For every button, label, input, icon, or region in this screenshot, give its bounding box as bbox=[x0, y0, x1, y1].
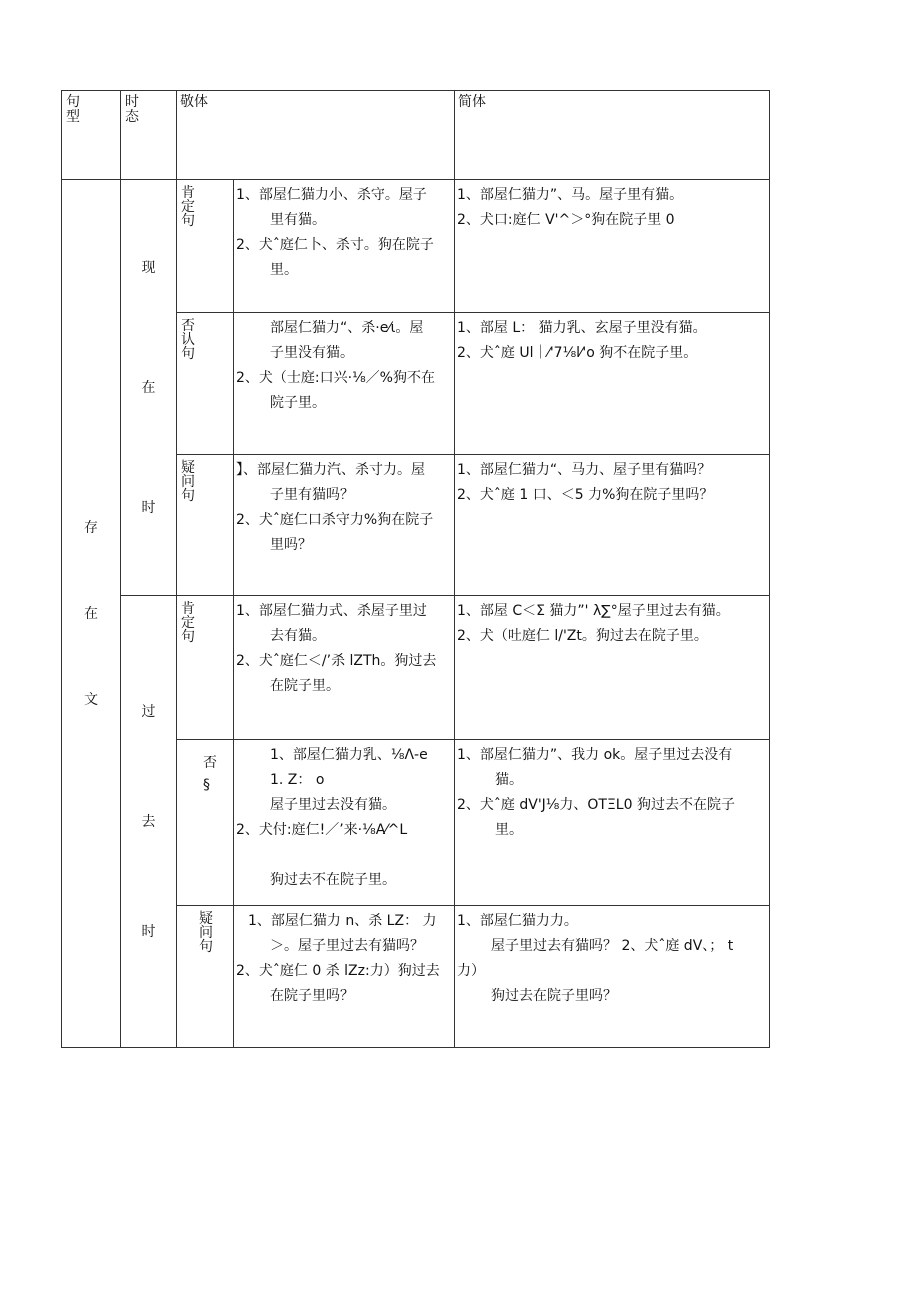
grammar-table bbox=[61, 90, 770, 1048]
plain-cell: 1、部屋仁猫力力。 屋子里过去有猫吗？ 2、犬ˆ庭 dV、； t 力） 狗过去在院子里吗？ bbox=[455, 906, 770, 1048]
sentence-type-label: 存 在 文 bbox=[62, 180, 121, 1048]
plain-cell: 1、部屋 C＜Σ 猫力”' λ∑°屋子里过去有猫。 2、犬（吐庭仁 l/'Zt。狗过去在院子里。 bbox=[455, 596, 770, 740]
header-polite: 敬体 bbox=[177, 91, 455, 180]
tense-present-label: 现 在 时 bbox=[121, 180, 177, 596]
type-affirmative: 肯 定 句 bbox=[177, 596, 234, 740]
table-row bbox=[62, 180, 770, 313]
header-tense: 时 态 bbox=[121, 91, 177, 180]
polite-cell: 】、部屋仁猫力汽、杀寸力。屋 子里有猫吗？ 2、犬ˆ庭仁口杀守力%狗在院子 里吗？ bbox=[234, 455, 455, 596]
header-sentence-type: 句 型 bbox=[62, 91, 121, 180]
polite-cell: 部屋仁猫力“、杀·e⁄ι。屋 子里没有猫。 2、犬（士庭:口兴·⅛／%狗不在 院子里。 bbox=[234, 313, 455, 455]
polite-cell: 1、部屋仁猫力乳、⅛Λ-e 1. Z： o 屋子里过去没有猫。 2、犬付:庭仁!／’来·⅛A⁄^L 狗过去不在院子里。 bbox=[234, 740, 455, 906]
type-question: 疑 问 句 bbox=[177, 455, 234, 596]
header-plain: 简体 bbox=[455, 91, 770, 180]
plain-cell: 1、部屋仁猫力”、马。屋子里有猫。 2、犬口:庭仁 V'^＞°狗在院子里 0 bbox=[455, 180, 770, 313]
type-negative: 否 § bbox=[177, 740, 234, 906]
plain-cell: 1、部屋 L： 猫力乳、玄屋子里没有猫。 2、犬ˆ庭 Ul｜⁄'7⅛l⁄'o 狗不在院子里。 bbox=[455, 313, 770, 455]
polite-cell: 1、部屋仁猫力式、杀屋子里过 去有猫。 2、犬ˆ庭仁＜/’杀 lZTh。狗过去 在院子里。 bbox=[234, 596, 455, 740]
type-affirmative: 肯 定 句 bbox=[177, 180, 234, 313]
table-row bbox=[62, 596, 770, 740]
polite-cell: 1、部屋仁猫力 n、杀 LZ： 力 ＞。屋子里过去有猫吗？ 2、犬ˆ庭仁 0 杀 lZz:力）狗过去 在院子里吗？ bbox=[234, 906, 455, 1048]
type-question: 疑 问 句 bbox=[177, 906, 234, 1048]
tense-past-label: 过 去 时 bbox=[121, 596, 177, 1048]
plain-cell: 1、部屋仁猫力“、马力、屋子里有猫吗？ 2、犬ˆ庭 1 口、＜5 力%狗在院子里吗？ bbox=[455, 455, 770, 596]
polite-cell: 1、部屋仁猫力小、杀守。屋子 里有猫。 2、犬ˆ庭仁卜、杀寸。狗在院子 里。 bbox=[234, 180, 455, 313]
header-row bbox=[62, 91, 770, 180]
type-negative: 否 认 句 bbox=[177, 313, 234, 455]
plain-cell: 1、部屋仁猫力”、我力 ok。屋子里过去没有 猫。 2、犬ˆ庭 dV'J⅛力、OTΞL0 狗过去不在院子 里。 bbox=[455, 740, 770, 906]
